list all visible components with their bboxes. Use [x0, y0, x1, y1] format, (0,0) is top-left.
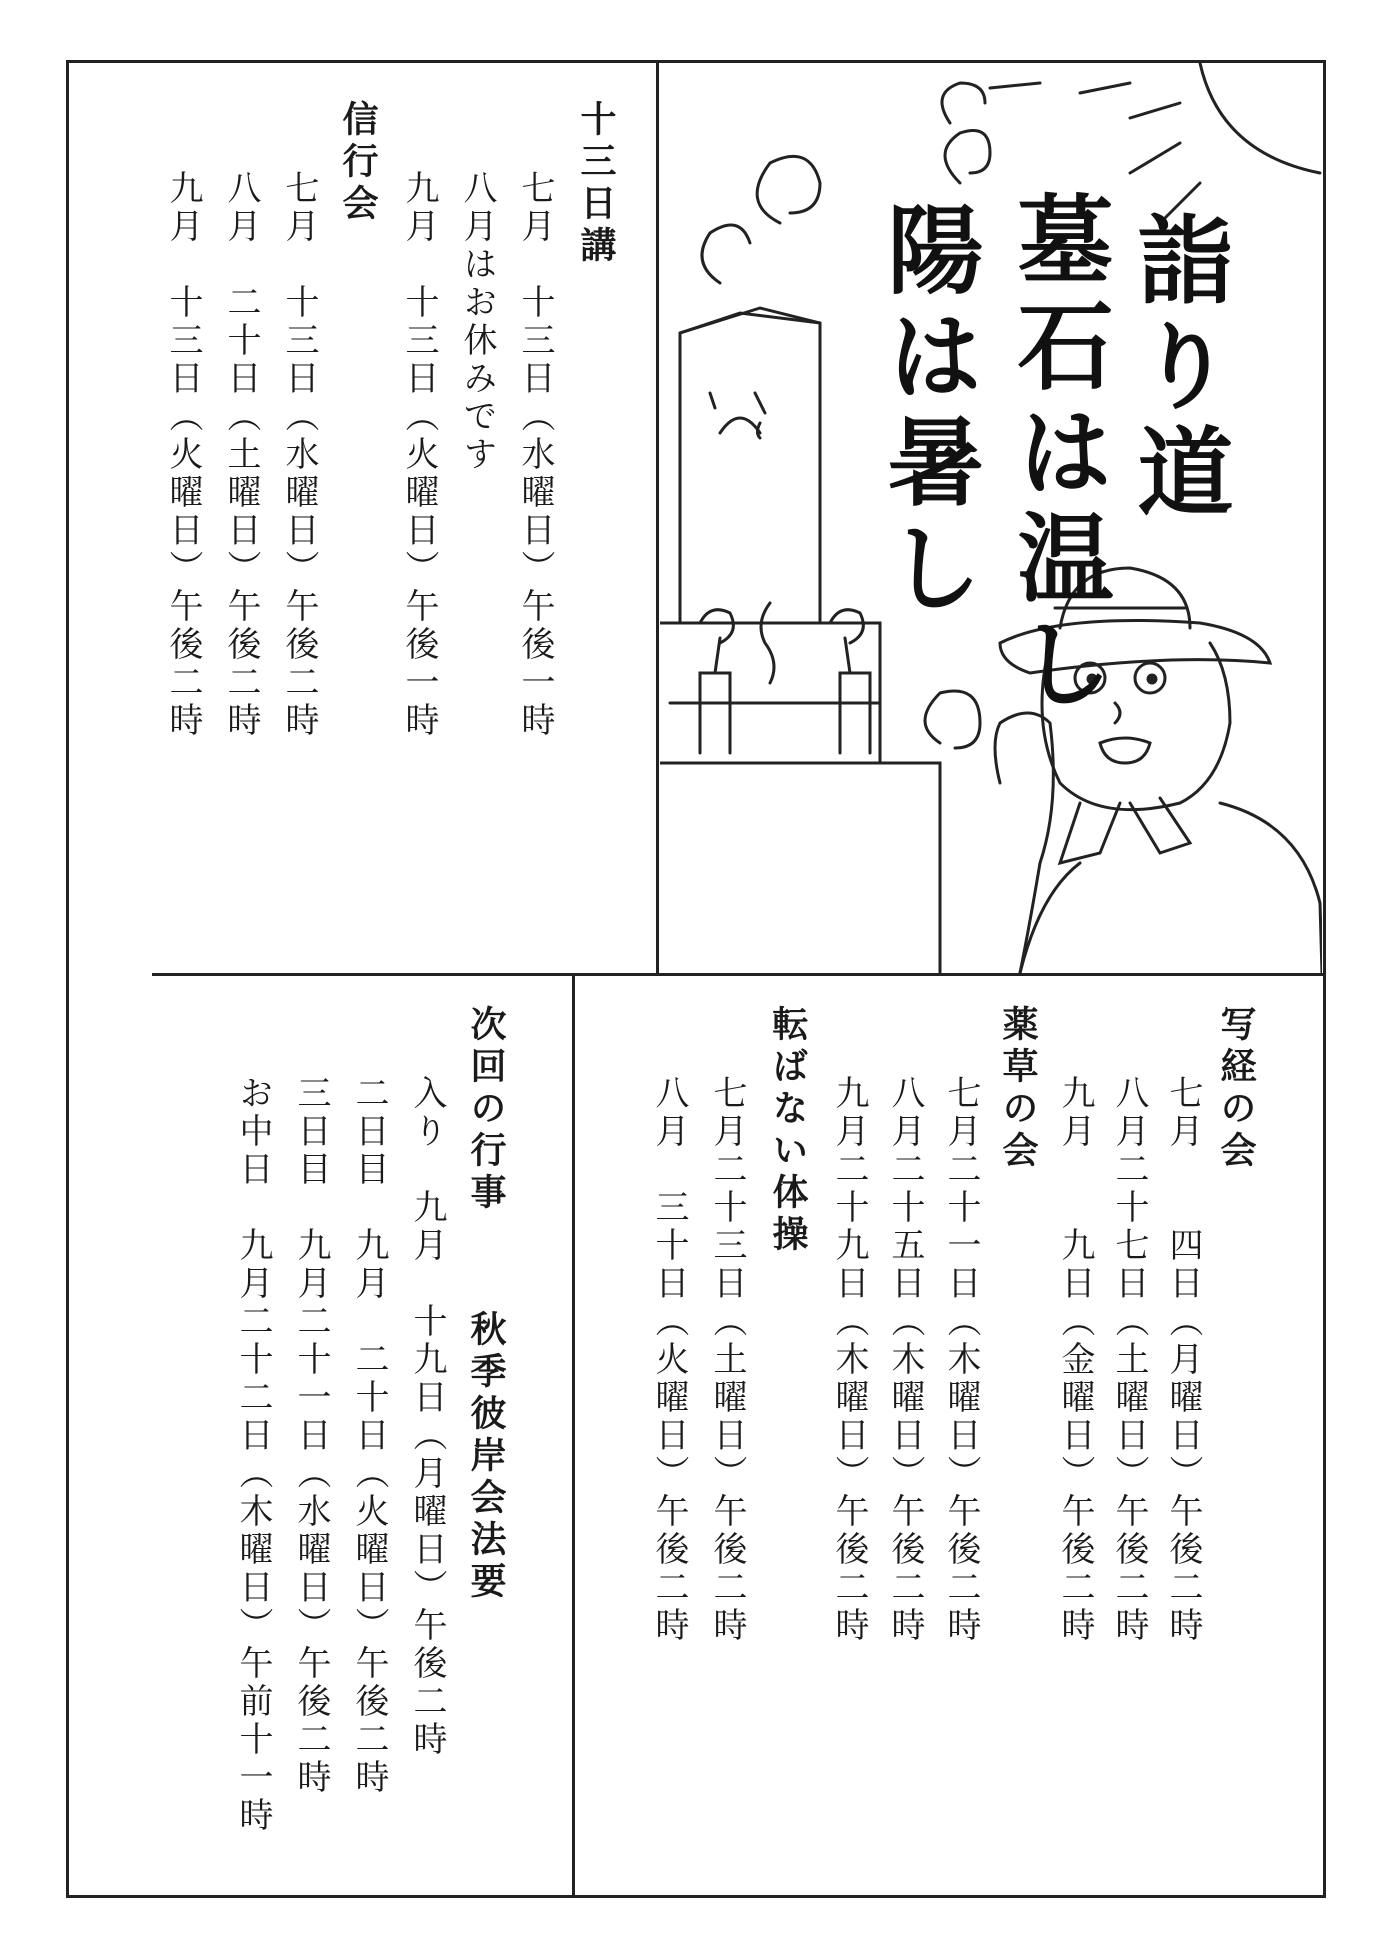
jikai-line-3: 三日目 九月二十一日（水曜日）午後二時 — [291, 1075, 331, 1797]
headline-col-3: 陽は暑し — [872, 200, 984, 624]
divider-bottom-vertical — [572, 975, 575, 1895]
shingyo-title: 信行会 — [337, 100, 379, 226]
shingyo-line-3: 九月 十三日（火曜日）午後二時 — [163, 170, 203, 740]
jikai-line-1: 入り 九月 十九日（月曜日）午後二時 — [407, 1075, 447, 1759]
shingyo-line-1: 七月 十三日（水曜日）午後二時 — [279, 170, 319, 740]
jusannichi-line-1: 七月 十三日（水曜日）午後一時 — [515, 170, 555, 740]
yakuso-line-2: 八月二十五日（木曜日）午後二時 — [885, 1075, 925, 1645]
jikai-subtitle: 秋季彼岸会法要 — [465, 1310, 507, 1604]
headline-col-2: 墓石は温し — [1002, 190, 1114, 720]
jusannichi-line-2: 八月はお休みです — [457, 170, 497, 474]
shingyo-line-2: 八月 二十日（土曜日）午後二時 — [221, 170, 261, 740]
shakyo-line-3: 九月 九日（金曜日）午後二時 — [1055, 1075, 1095, 1645]
korobanai-title: 転ばない体操 — [767, 1005, 809, 1257]
jusannichi-line-3: 九月 十三日（火曜日）午後一時 — [399, 170, 439, 740]
divider-top-vertical — [656, 63, 659, 975]
jikai-line-2: 二日目 九月 二十日（火曜日）午後二時 — [349, 1075, 389, 1797]
jikai-line-4: お中日 九月二十二日（木曜日）午前十一時 — [233, 1075, 273, 1835]
headline-col-1: 詣り道 — [1122, 210, 1234, 528]
korobanai-line-2: 八月 三十日（火曜日）午後二時 — [649, 1075, 689, 1645]
shakyo-line-1: 七月 四日（月曜日）午後二時 — [1163, 1075, 1203, 1645]
shakyo-line-2: 八月二十七日（土曜日）午後二時 — [1109, 1075, 1149, 1645]
shakyo-title: 写経の会 — [1215, 1005, 1257, 1173]
jikai-title: 次回の行事 — [465, 1005, 507, 1215]
divider-horizontal — [152, 973, 1324, 976]
yakuso-title: 薬草の会 — [997, 1005, 1039, 1173]
jusannichi-title: 十三日講 — [575, 100, 617, 268]
yakuso-line-1: 七月二十一日（木曜日）午後二時 — [941, 1075, 981, 1645]
korobanai-line-1: 七月二十三日（土曜日）午後二時 — [707, 1075, 747, 1645]
yakuso-line-3: 九月二十九日（木曜日）午後二時 — [829, 1075, 869, 1645]
